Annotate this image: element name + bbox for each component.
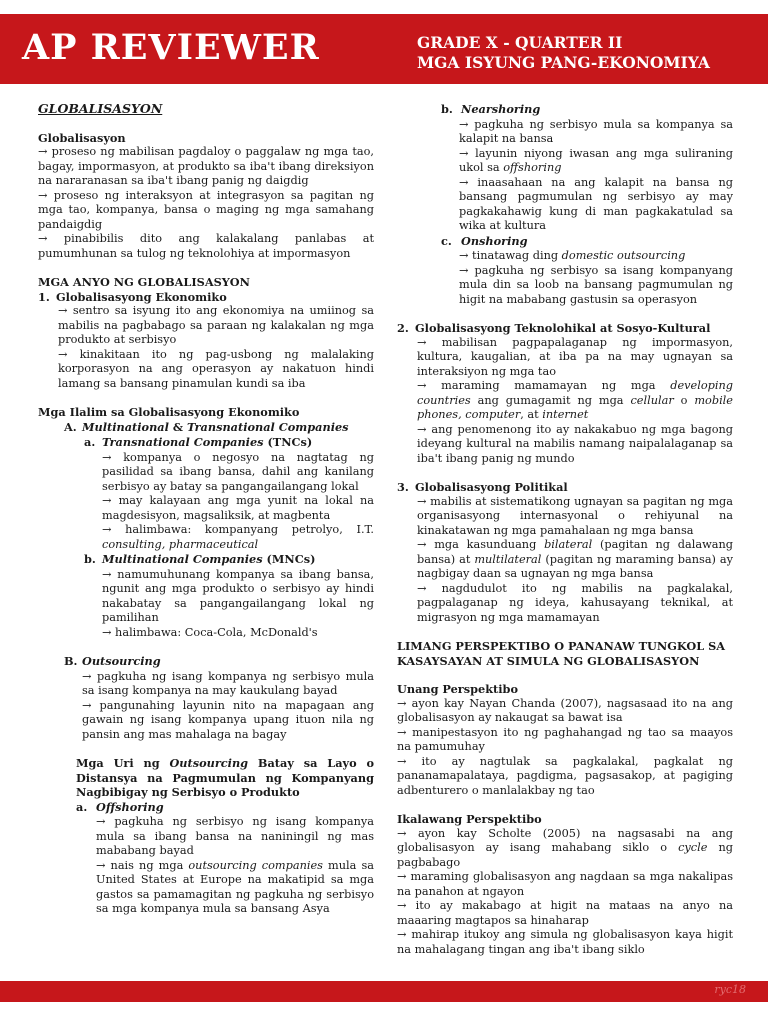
list-item: → mga kasunduang bilateral (pagitan ng dalawang bansa) at multilateral (pagitan ng maraming bansa) ay nagbigay daan sa ugnayan ng mga bansa bbox=[417, 538, 733, 580]
definition-heading: Globalisasyon bbox=[38, 130, 126, 145]
footer-banner bbox=[0, 981, 768, 1002]
list-item: → maraming mamamayan ng mga developing countries ang gumagamit ng mga cellular o mobile phones, computer, at internet bbox=[417, 379, 733, 421]
subsection-A-heading: A. Multinational & Transnational Companies bbox=[64, 419, 349, 434]
list-item: → mahirap itukoy ang simula ng globalisasyon kaya higit na mahalagang tingan ang iba't ibang siklo bbox=[397, 928, 733, 956]
outsourcing-types-heading: Mga Uri ng Outsourcing Batay sa Layo o Distansya na Pagmumulan ng Kompanyang Nagbibigay ng Serbisyo o Produkto bbox=[76, 756, 375, 799]
grade-quarter-label: GRADE X - QUARTER II bbox=[417, 33, 623, 52]
definition-item: → proseso ng mabilisan pagdaloy o paggalaw ng mga tao, bagay, impormasyon, at produkto sa iba't ibang direksiyon na nararanasan sa iba't ibang panig ng daigdig bbox=[38, 145, 374, 187]
list-item: → layunin niyong iwasan ang mga suliraning ukol sa offshoring bbox=[459, 146, 733, 174]
perspective-heading: Ikalawang Perspektibo bbox=[397, 812, 542, 826]
list-item: → halimbawa: Coca-Cola, McDonald's bbox=[102, 625, 318, 639]
header-banner bbox=[0, 14, 768, 84]
list-item: → ayon kay Scholte (2005) na nagsasabi na ang globalisasyon ay isang mahabang siklo o cycle ng pagbabago bbox=[397, 826, 733, 869]
onshoring-heading: c. Onshoring bbox=[441, 233, 528, 248]
list-item: → pagkuha ng serbisyo sa isang kompanyang mula din sa loob na bansang pagmumulan ng higit na mababang gastusin sa operasyon bbox=[459, 263, 733, 306]
anyo-item-heading: 1. Globalisasyong Ekonomiko bbox=[38, 289, 227, 304]
list-item: → mabilisan pagpapalaganap ng impormasyon, kultura, kaugalian, at iba pa na may ugnayan sa interaksiyon ng mga tao bbox=[417, 335, 733, 378]
anyo-item-heading: 3. Globalisasyong Politikal bbox=[397, 480, 568, 494]
subsection-a-heading: a. Transnational Companies (TNCs) bbox=[84, 435, 313, 449]
list-item: → pagkuha ng isang kompanya ng serbisyo mula sa isang kompanya na may kaukulang bayad bbox=[82, 669, 374, 697]
list-item: → ito ay nagtulak sa pagkalakal, pagkalat ng pananamapalataya, pagdigma, pagsasakop, at pagiging adbenturero o manlalakbay ng tao bbox=[397, 754, 733, 797]
topic-label: MGA ISYUNG PANG-EKONOMIYA bbox=[417, 53, 710, 72]
list-item: → nais ng mga outsourcing companies mula sa United States at Europe na makatipid sa mga gastos sa pamamagitan ng pagkuha ng serbisyo sa mga kompanya mula sa bansang Asya bbox=[96, 858, 374, 915]
offshoring-heading: a. Offshoring bbox=[76, 799, 164, 814]
list-item: → maraming globalisasyon ang nagdaan sa mga nakalipas na panahon at ngayon bbox=[397, 870, 733, 898]
perspectives-heading: LIMANG PERSPEKTIBO O PANANAW TUNGKOL SA KASAYSAYAN AT SIMULA NG GLOBALISASYON bbox=[397, 639, 726, 668]
anyo-item-heading: 2. Globalisasyong Teknolohikal at Sosyo-Kultural bbox=[397, 321, 711, 335]
definition-item: → pinabibilis dito ang kalakalang panlabas at pumumhunan sa tulog ng teknolohiya at impormasyon bbox=[38, 232, 374, 260]
list-item: → nagdudulot ito ng mabilis na pagkalakal, pagpalaganap ng ideya, kahusayang teknikal, at migrasyon ng mga mamamayan bbox=[417, 581, 733, 624]
subsection-b-heading: b. Multinational Companies (MNCs) bbox=[84, 552, 316, 566]
page-title: AP REVIEWER bbox=[22, 27, 320, 68]
perspective-heading: Unang Perspektibo bbox=[397, 682, 518, 696]
list-item: → halimbawa: kompanyang petrolyo, I.T. consulting, pharmaceutical bbox=[102, 523, 374, 551]
list-item: → kinakitaan ito ng pag-usbong ng malalaking korporasyon na ang operasyon ay nakatuon hindi lamang sa bansang pinamulan kundi sa iba bbox=[58, 347, 374, 390]
author-signature: ryc18 bbox=[714, 983, 746, 996]
list-item: → pangunahing layunin nito na mapagaan ang gawain ng isang kompanya upang ituon nila ng pansin ang mas mahalaga na bagay bbox=[82, 698, 374, 741]
list-item: → tinatawag ding domestic outsourcing bbox=[459, 249, 686, 262]
list-item: → pagkuha ng serbisyo mula sa kompanya sa kalapit na bansa bbox=[459, 117, 733, 145]
nearshoring-heading: b. Nearshoring bbox=[441, 102, 541, 116]
subsection-heading: Mga Ilalim sa Globalisasyong Ekonomiko bbox=[38, 405, 300, 419]
list-item: → manipestasyon ito ng paghahangad ng tao sa maayos na pamumuhay bbox=[397, 725, 733, 753]
list-item: → ayon kay Nayan Chanda (2007), nagsasaad ito na ang globalisasyon ay nakaugat sa bawat isa bbox=[397, 696, 733, 724]
right-column bbox=[397, 102, 733, 957]
list-item: → ito ay makabago at higit na mataas na anyo na maaaring magtapos sa hinaharap bbox=[397, 899, 733, 927]
definition-item: → proseso ng interaksyon at integrasyon sa pagitan ng mga tao, kompanya, bansa o maging ng mga samahang pandaigdig bbox=[38, 188, 374, 231]
section-title-globalisasyon: GLOBALISASYON bbox=[38, 101, 163, 116]
subsection-B-heading: B. Outsourcing bbox=[64, 654, 161, 668]
list-item: → ang penomenong ito ay nakakabuo ng mga bagong ideyang kultural na mabilis namang naipalalaganap sa iba't ibang panig ng mundo bbox=[417, 422, 733, 465]
list-item: → sentro sa isyung ito ang ekonomiya na umiinog sa mabilis na pagbabago sa paraan ng kalakalan ng mga produkto at serbisyo bbox=[58, 304, 374, 346]
left-column bbox=[38, 102, 374, 917]
list-item: → kompanya o negosyo na nagtatag ng pasilidad sa ibang bansa, dahil ang kanilang serbisyo ay batay sa pangangailangang lokal bbox=[102, 450, 374, 493]
list-item: → mabilis at sistematikong ugnayan sa pagitan ng mga organisasyong internasyonal o rehiyunal na kinakatawan ng mga pamahalaan ng mga bansa bbox=[417, 494, 733, 537]
list-item: → namumuhunang kompanya sa ibang bansa, ngunit ang mga produkto o serbisyo ay hindi nakabatay sa pangangailangang lokal ng pamilihan bbox=[102, 567, 374, 624]
anyo-heading: MGA ANYO NG GLOBALISASYON bbox=[38, 275, 250, 289]
list-item: → may kalayaan ang mga yunit na lokal na magdesisyon, magsaliksik, at magbenta bbox=[102, 494, 374, 522]
list-item: → pagkuha ng serbisyo ng isang kompanya mula sa ibang bansa na naniningil ng mas mababang bayad bbox=[96, 815, 374, 857]
header-subtitle bbox=[417, 33, 710, 73]
list-item: → inaasahaan na ang kalapit na bansa ng bansang pagmumulan ng serbisyo ay may pagkakahawig kung di man pagkakatulad sa wika at kultura bbox=[459, 175, 733, 232]
